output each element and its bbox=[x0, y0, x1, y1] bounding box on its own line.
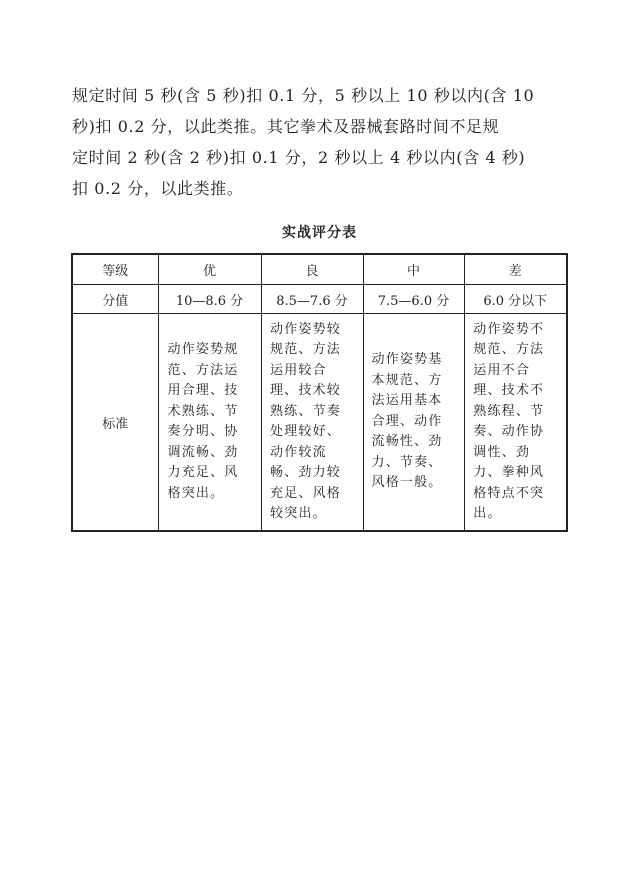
standard-cell-excellent bbox=[158, 314, 261, 532]
score-cell-average: 7.5—6.0 分 bbox=[363, 285, 464, 314]
row-label-standard: 标准 bbox=[72, 314, 158, 532]
header-cell-good: 良 bbox=[261, 254, 363, 285]
table-row-score bbox=[72, 285, 567, 314]
table-row-standard bbox=[72, 314, 567, 532]
standard-text: 动作姿势不规范、方法运用不合理、技术不熟练程、节奏、动作协调性、劲力、拳种风格特点不突出。 bbox=[473, 321, 545, 521]
body-paragraph bbox=[72, 80, 572, 204]
standard-cell-average bbox=[363, 314, 464, 532]
standard-cell-poor bbox=[464, 314, 567, 532]
header-cell-average: 中 bbox=[363, 254, 464, 285]
table-title: 实战评分表 bbox=[282, 225, 357, 241]
standard-text: 动作姿势较规范、方法运用较合理、技术较熟练、节奏处理较好、动作较流畅、劲力较充足、风格较突出。 bbox=[270, 321, 342, 521]
scoring-table bbox=[71, 253, 568, 532]
standard-text: 动作姿势规范、方法运用合理、技术熟练、节奏分明、协调流畅、劲力充足、风格突出。 bbox=[167, 342, 239, 501]
score-cell-excellent: 10—8.6 分 bbox=[158, 285, 261, 314]
score-cell-good: 8.5—7.6 分 bbox=[261, 285, 363, 314]
header-cell-excellent: 优 bbox=[158, 254, 261, 285]
header-cell-grade: 等级 bbox=[72, 254, 158, 285]
header-cell-poor: 差 bbox=[464, 254, 567, 285]
standard-cell-good bbox=[261, 314, 363, 532]
standard-text: 动作姿势基本规范、方法运用基本合理、动作流畅性、劲力、节奏、风格一般。 bbox=[371, 352, 443, 491]
paragraph-line: 扣 0.2 分，以此类推。 bbox=[72, 179, 244, 198]
score-cell-poor: 6.0 分以下 bbox=[464, 285, 567, 314]
table-header-row bbox=[72, 254, 567, 285]
paragraph-line: 规定时间 5 秒(含 5 秒)扣 0.1 分，5 秒以上 10 秒以内(含 10 bbox=[72, 86, 535, 105]
paragraph-line: 秒)扣 0.2 分，以此类推。其它拳术及器械套路时间不足规 bbox=[72, 117, 500, 136]
paragraph-line: 定时间 2 秒(含 2 秒)扣 0.1 分，2 秒以上 4 秒以内(含 4 秒) bbox=[72, 148, 526, 167]
row-label-score: 分值 bbox=[72, 285, 158, 314]
